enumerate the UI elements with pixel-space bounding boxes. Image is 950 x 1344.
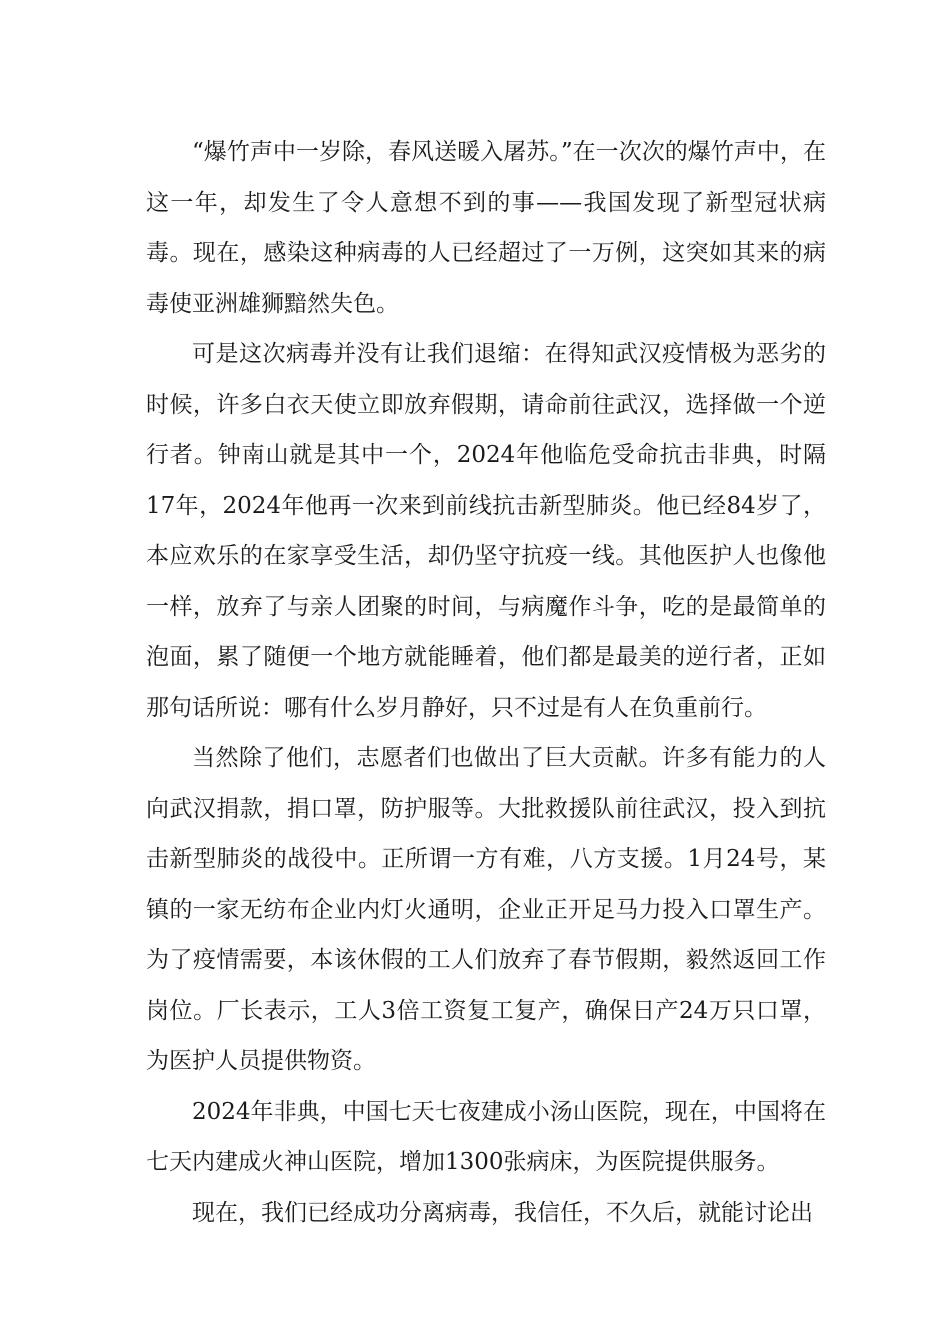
paragraph-1: “爆竹声中一岁除，春风送暖入屠苏。”在一次次的爆竹声中，在这一年，却发生了令人意想不到的事——我国发现了新型冠状病毒。现在，感染这种病毒的人已经超过了一万例，这突如其来的病毒使亚洲雄狮黯然失色。: [146, 139, 826, 317]
paragraph-5: 现在，我们已经成功分离病毒，我信任，不久后，就能讨论出: [192, 1199, 813, 1226]
paragraph-2: 可是这次病毒并没有让我们退缩：在得知武汉疫情极为恶劣的时候，许多白衣天使立即放弃假期，请命前往武汉，选择做一个逆行者。钟南山就是其中一个，2024年他临危受命抗击非典，时隔17年，2024年他再一次来到前线抗击新型肺炎。他已经84岁了，本应欢乐的在家享受生活，却仍坚守抗疫一线。其他医护人也像他一样，放弃了与亲人团聚的时间，与病魔作斗争，吃的是最简单的泡面，累了随便一个地方就能睡着，他们都是最美的逆行者，正如那句话所说：哪有什么岁月静好，只不过是有人在负重前行。: [146, 341, 826, 721]
paragraph-4: 2024年非典，中国七天七夜建成小汤山医院，现在，中国将在七天内建成火神山医院，增加1300张病床，为医院提供服务。: [146, 1098, 826, 1175]
document-body: [146, 127, 826, 1238]
paragraph-3: 当然除了他们，志愿者们也做出了巨大贡献。许多有能力的人向武汉捐款，捐口罩，防护服等。大批救援队前往武汉，投入到抗击新型肺炎的战役中。正所谓一方有难，八方支援。1月24号，某镇的一家无纺布企业内灯火通明，企业正开足马力投入口罩生产。为了疫情需要，本该休假的工人们放弃了春节假期，毅然返回工作岗位。厂长表示，工人3倍工资复工复产，确保日产24万只口罩，为医护人员提供物资。: [146, 745, 826, 1074]
